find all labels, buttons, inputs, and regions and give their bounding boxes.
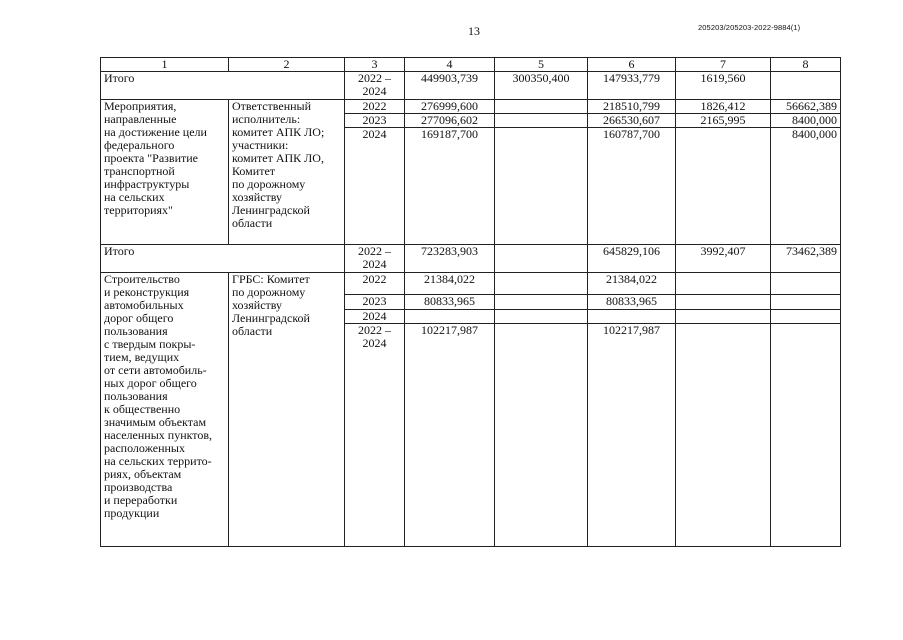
column-header: 5 bbox=[495, 58, 588, 72]
value-cell bbox=[495, 310, 588, 324]
year-cell: 2024 bbox=[345, 310, 405, 324]
value-cell: 21384,022 bbox=[405, 273, 495, 295]
value-cell: 102217,987 bbox=[588, 324, 676, 547]
column-number-row bbox=[101, 58, 841, 72]
value-cell bbox=[771, 310, 841, 324]
total-row bbox=[101, 245, 841, 273]
value-cell: 266530,607 bbox=[588, 114, 676, 128]
value-cell: 21384,022 bbox=[588, 273, 676, 295]
value-cell bbox=[495, 128, 588, 245]
value-cell: 102217,987 bbox=[405, 324, 495, 547]
value-cell: 1619,560 bbox=[676, 72, 771, 100]
value-cell: 80833,965 bbox=[405, 295, 495, 310]
value-cell: 277096,602 bbox=[405, 114, 495, 128]
total-label: Итого bbox=[101, 72, 345, 100]
value-cell: 645829,106 bbox=[588, 245, 676, 273]
table-row bbox=[101, 273, 841, 295]
value-cell bbox=[676, 295, 771, 310]
value-cell bbox=[676, 273, 771, 295]
activity-description: Мероприятия, направленные на достижение цели федерального проекта "Развитие транспортной инфраструктуры на сельских территориях" bbox=[101, 100, 229, 245]
value-cell: 169187,700 bbox=[405, 128, 495, 245]
total-row bbox=[101, 72, 841, 100]
value-cell: 80833,965 bbox=[588, 295, 676, 310]
year-cell: 2023 bbox=[345, 295, 405, 310]
value-cell: 3992,407 bbox=[676, 245, 771, 273]
table-row bbox=[101, 100, 841, 114]
value-cell: 8400,000 bbox=[771, 128, 841, 245]
executor-description: Ответственный исполнитель: комитет АПК ЛО; участники: комитет АПК ЛО, Комитет по дорожному хозяйству Ленинградской области bbox=[229, 100, 345, 245]
value-cell: 1826,412 bbox=[676, 100, 771, 114]
value-cell: 56662,389 bbox=[771, 100, 841, 114]
value-cell bbox=[495, 273, 588, 295]
page-number: 13 bbox=[468, 24, 480, 38]
year-cell: 2022 bbox=[345, 100, 405, 114]
value-cell bbox=[771, 273, 841, 295]
value-cell bbox=[771, 295, 841, 310]
value-cell bbox=[676, 324, 771, 547]
executor-description: ГРБС: Комитет по дорожному хозяйству Ленинградской области bbox=[229, 273, 345, 547]
value-cell: 276999,600 bbox=[405, 100, 495, 114]
value-cell bbox=[495, 295, 588, 310]
year-cell: 2023 bbox=[345, 114, 405, 128]
total-label: Итого bbox=[101, 245, 345, 273]
value-cell bbox=[405, 310, 495, 324]
value-cell: 2165,995 bbox=[676, 114, 771, 128]
value-cell bbox=[495, 245, 588, 273]
column-header: 7 bbox=[676, 58, 771, 72]
value-cell: 160787,700 bbox=[588, 128, 676, 245]
year-cell: 2022 – 2024 bbox=[345, 324, 405, 547]
value-cell: 147933,779 bbox=[588, 72, 676, 100]
column-header: 2 bbox=[229, 58, 345, 72]
column-header: 4 bbox=[405, 58, 495, 72]
year-cell: 2022 bbox=[345, 273, 405, 295]
value-cell bbox=[676, 310, 771, 324]
value-cell bbox=[588, 310, 676, 324]
activity-description: Строительство и реконструкция автомобильных дорог общего пользования с твердым покры- тием, ведущих от сети автомобиль- ных дорог общего пользования к общественно значимым объектам населенных пунктов, расположенных на сельских террито- риях, объектам производства и переработки продукции bbox=[101, 273, 229, 547]
value-cell: 218510,799 bbox=[588, 100, 676, 114]
value-cell bbox=[495, 100, 588, 114]
year-cell: 2022 – 2024 bbox=[345, 245, 405, 273]
value-cell bbox=[495, 114, 588, 128]
financing-table bbox=[100, 57, 841, 547]
column-header: 1 bbox=[101, 58, 229, 72]
column-header: 6 bbox=[588, 58, 676, 72]
value-cell bbox=[771, 72, 841, 100]
value-cell bbox=[771, 324, 841, 547]
column-header: 3 bbox=[345, 58, 405, 72]
value-cell bbox=[495, 324, 588, 547]
year-cell: 2024 bbox=[345, 128, 405, 245]
value-cell: 300350,400 bbox=[495, 72, 588, 100]
value-cell: 723283,903 bbox=[405, 245, 495, 273]
value-cell: 73462,389 bbox=[771, 245, 841, 273]
value-cell bbox=[676, 128, 771, 245]
value-cell: 449903,739 bbox=[405, 72, 495, 100]
value-cell: 8400,000 bbox=[771, 114, 841, 128]
column-header: 8 bbox=[771, 58, 841, 72]
year-cell: 2022 – 2024 bbox=[345, 72, 405, 100]
document-code: 205203/205203-2022-9884(1) bbox=[698, 23, 801, 32]
